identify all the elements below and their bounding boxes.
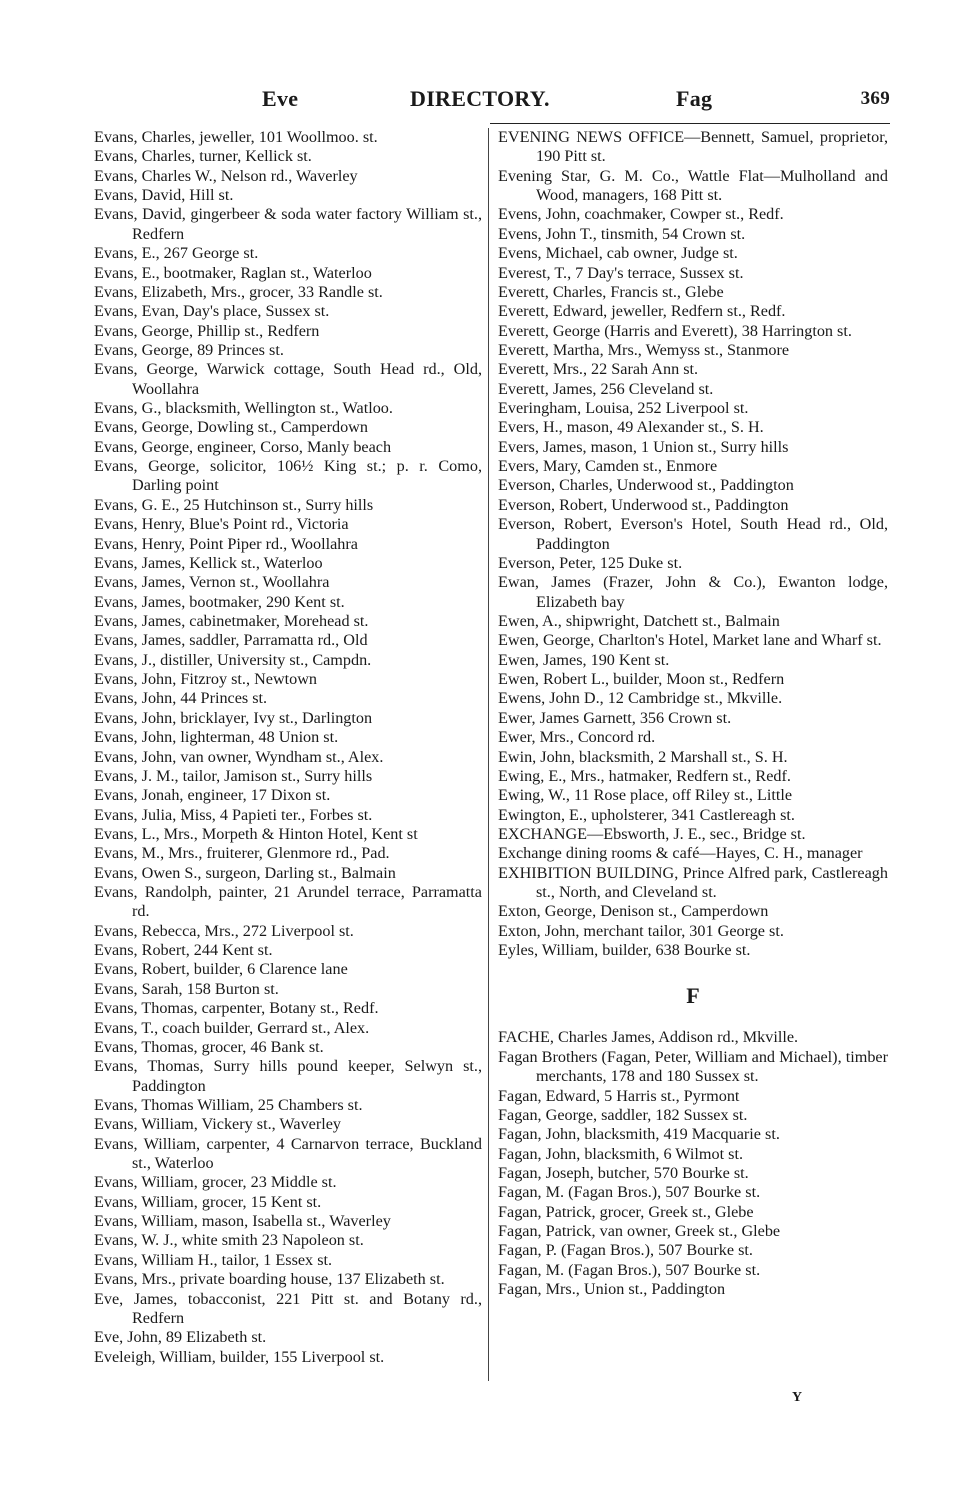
- directory-entry: Fagan, P. (Fagan Bros.), 507 Bourke st.: [498, 1241, 753, 1260]
- directory-entry: FACHE, Charles James, Addison rd., Mkville.: [498, 1028, 799, 1047]
- directory-entry: EVENING NEWS OFFICE—Bennett, Samuel, proprietor, 190 Pitt st.: [498, 128, 888, 166]
- right-column-f-entries: [498, 1028, 888, 1299]
- directory-entry: Evans, Jonah, engineer, 17 Dixon st.: [94, 786, 331, 805]
- directory-entry: Evans, T., coach builder, Gerrard st., Alex.: [94, 1018, 370, 1037]
- directory-entry: Evans, Owen S., surgeon, Darling st., Balmain: [94, 863, 396, 882]
- directory-entry: Eyles, William, builder, 638 Bourke st.: [498, 941, 751, 960]
- directory-entry: Everson, Peter, 125 Duke st.: [498, 553, 683, 572]
- directory-entry: Ewen, Robert L., builder, Moon st., Redfern: [498, 670, 785, 689]
- directory-entry: Evans, E., 267 George st.: [94, 244, 259, 263]
- directory-entry: Evans, Thomas, carpenter, Botany st., Redf.: [94, 999, 379, 1018]
- directory-entry: Evans, George, engineer, Corso, Manly beach: [94, 437, 392, 456]
- directory-entry: Evans, Thomas, Surry hills pound keeper, Selwyn st., Paddington: [94, 1057, 482, 1095]
- directory-entry: Eve, James, tobacconist, 221 Pitt st. and Botany rd., Redfern: [94, 1289, 482, 1327]
- directory-entry: Evans, Thomas, grocer, 46 Bank st.: [94, 1037, 324, 1056]
- directory-entry: Ewer, Mrs., Concord rd.: [498, 728, 656, 747]
- directory-entry: Evans, G., blacksmith, Wellington st., Watloo.: [94, 399, 393, 418]
- directory-entry: Evans, James, saddler, Parramatta rd., Old: [94, 631, 368, 650]
- running-header: [92, 86, 890, 120]
- directory-entry: Evans, James, Vernon st., Woollahra: [94, 573, 330, 592]
- directory-entry: Evans, J., distiller, University st., Campdn.: [94, 650, 372, 669]
- directory-entry: Evans, L., Mrs., Morpeth & Hinton Hotel, Kent st: [94, 824, 418, 843]
- directory-entry: Everest, T., 7 Day's terrace, Sussex st.: [498, 263, 744, 282]
- directory-entry: Evans, James, Kellick st., Waterloo: [94, 553, 323, 572]
- directory-entry: Fagan, M. (Fagan Bros.), 507 Bourke st.: [498, 1260, 761, 1279]
- directory-entry: Evans, Elizabeth, Mrs., grocer, 33 Randle st.: [94, 282, 383, 301]
- directory-entry: Everson, Charles, Underwood st., Paddington: [498, 476, 794, 495]
- directory-entry: Evans, David, gingerbeer & soda water factory William st., Redfern: [94, 205, 482, 243]
- directory-entry: Eveleigh, William, builder, 155 Liverpool st.: [94, 1347, 385, 1366]
- directory-entry: Evans, James, cabinetmaker, Morehead st.: [94, 611, 369, 630]
- directory-entry: Fagan, Joseph, butcher, 570 Bourke st.: [498, 1163, 749, 1182]
- directory-entry: Fagan, John, blacksmith, 6 Wilmot st.: [498, 1144, 744, 1163]
- directory-entry: Evans, George, Phillip st., Redfern: [94, 321, 320, 340]
- page-number: 369: [860, 88, 890, 109]
- directory-entry: Ewens, John D., 12 Cambridge st., Mkville.: [498, 689, 783, 708]
- directory-entry: EXCHANGE—Ebsworth, J. E., sec., Bridge st.: [498, 824, 806, 843]
- directory-entry: Ewen, George, Charlton's Hotel, Market lane and Wharf st.: [498, 631, 882, 650]
- directory-entry: Fagan, Patrick, grocer, Greek st., Glebe: [498, 1202, 754, 1221]
- directory-entry: Evans, George, 89 Princes st.: [94, 340, 284, 359]
- directory-entry: Ewen, James, 190 Kent st.: [498, 650, 670, 669]
- directory-entry: Everett, George (Harris and Everett), 38 Harrington st.: [498, 321, 852, 340]
- header-last-entry: Fag: [676, 86, 713, 111]
- right-column-e-entries: [498, 128, 888, 960]
- directory-entry: Everson, Robert, Everson's Hotel, South Head rd., Old, Paddington: [498, 515, 888, 553]
- section-letter: F: [686, 983, 700, 1009]
- directory-entry: Ewer, James Garnett, 356 Crown st.: [498, 708, 732, 727]
- directory-entry: Evans, Sarah, 158 Burton st.: [94, 979, 279, 998]
- directory-entry: Ewing, W., 11 Rose place, off Riley st., Little: [498, 786, 793, 805]
- directory-entry: Evens, John T., tinsmith, 54 Crown st.: [498, 224, 746, 243]
- directory-entry: Ewen, A., shipwright, Datchett st., Balmain: [498, 611, 780, 630]
- directory-entry: Evans, Henry, Point Piper rd., Woollahra: [94, 534, 358, 553]
- directory-entry: Fagan, M. (Fagan Bros.), 507 Bourke st.: [498, 1183, 761, 1202]
- directory-entry: Evans, Robert, builder, 6 Clarence lane: [94, 960, 348, 979]
- directory-entry: Everett, Edward, jeweller, Redfern st., Redf.: [498, 302, 786, 321]
- directory-entry: Evans, M., Mrs., fruiterer, Glenmore rd., Pad.: [94, 844, 390, 863]
- directory-entry: Everett, Mrs., 22 Sarah Ann st.: [498, 360, 699, 379]
- directory-entry: Evans, Henry, Blue's Point rd., Victoria: [94, 515, 349, 534]
- directory-entry: Evans, J. M., tailor, Jamison st., Surry hills: [94, 766, 373, 785]
- directory-entry: Evans, E., bootmaker, Raglan st., Waterloo: [94, 263, 372, 282]
- directory-entry: Evans, David, Hill st.: [94, 186, 234, 205]
- directory-entry: Ewing, E., Mrs., hatmaker, Redfern st., Redf.: [498, 766, 791, 785]
- directory-entry: Evans, George, Dowling st., Camperdown: [94, 418, 368, 437]
- directory-entry: Fagan, George, saddler, 182 Sussex st.: [498, 1105, 748, 1124]
- directory-entry: Evans, Evan, Day's place, Sussex st.: [94, 302, 330, 321]
- directory-entry: Evans, John, Fitzroy st., Newtown: [94, 670, 318, 689]
- directory-entry: Evans, Charles W., Nelson rd., Waverley: [94, 166, 358, 185]
- directory-entry: Evans, John, lighterman, 48 Union st.: [94, 728, 339, 747]
- right-column: [498, 128, 888, 1299]
- directory-entry: Evers, H., mason, 49 Alexander st., S. H.: [498, 418, 764, 437]
- directory-entry: Evans, William, mason, Isabella st., Waverley: [94, 1212, 391, 1231]
- directory-entry: Evens, Michael, cab owner, Judge st.: [498, 244, 738, 263]
- directory-entry: Everett, Charles, Francis st., Glebe: [498, 282, 724, 301]
- directory-entry: Evans, George, Warwick cottage, South Head rd., Old, Woollahra: [94, 360, 482, 398]
- directory-entry: Evans, John, van owner, Wyndham st., Alex.: [94, 747, 384, 766]
- directory-entry: Evans, Robert, 244 Kent st.: [94, 941, 273, 960]
- directory-entry: Evans, George, solicitor, 106½ King st.; p. r. Como, Darling point: [94, 457, 482, 495]
- directory-entry: Evans, William, carpenter, 4 Carnarvon terrace, Buckland st., Waterloo: [94, 1134, 482, 1173]
- signature-mark: Y: [792, 1390, 803, 1405]
- directory-entry: Evans, Charles, turner, Kellick st.: [94, 147, 312, 166]
- directory-entry: Everingham, Louisa, 252 Liverpool st.: [498, 399, 749, 418]
- directory-entry: Evers, Mary, Camden st., Enmore: [498, 457, 718, 476]
- directory-entry: Evans, William, grocer, 23 Middle st.: [94, 1173, 337, 1192]
- directory-entry: Everson, Robert, Underwood st., Paddington: [498, 495, 789, 514]
- directory-entry: Exton, George, Denison st., Camperdown: [498, 902, 769, 921]
- header-first-entry: Eve: [262, 86, 299, 111]
- directory-entry: Evans, Mrs., private boarding house, 137 Elizabeth st.: [94, 1270, 445, 1289]
- directory-entry: Evans, John, bricklayer, Ivy st., Darlington: [94, 708, 373, 727]
- left-column: [94, 128, 482, 1367]
- directory-entry: Fagan, John, blacksmith, 419 Macquarie st.: [498, 1125, 780, 1144]
- directory-entry: EXHIBITION BUILDING, Prince Alfred park, Castlereagh st., North, and Cleveland st.: [498, 863, 888, 902]
- directory-entry: Evers, James, mason, 1 Union st., Surry hills: [498, 437, 789, 456]
- directory-entry: Fagan Brothers (Fagan, Peter, William and Michael), timber merchants, 178 and 180 Sussex st.: [498, 1047, 888, 1086]
- directory-entry: Ewan, James (Frazer, John & Co.), Ewanton lodge, Elizabeth bay: [498, 573, 888, 611]
- directory-entry: Evans, James, bootmaker, 290 Kent st.: [94, 592, 345, 611]
- directory-entry: Evans, William, grocer, 15 Kent st.: [94, 1192, 322, 1211]
- directory-entry: Evans, Rebecca, Mrs., 272 Liverpool st.: [94, 921, 354, 940]
- directory-entry: Evens, John, coachmaker, Cowper st., Redf.: [498, 205, 784, 224]
- directory-entry: Ewin, John, blacksmith, 2 Marshall st., S. H.: [498, 747, 788, 766]
- directory-entry: Everett, Martha, Mrs., Wemyss st., Stanmore: [498, 340, 790, 359]
- directory-entry: Fagan, Patrick, van owner, Greek st., Glebe: [498, 1222, 781, 1241]
- directory-entry: Exton, John, merchant tailor, 301 George st.: [498, 921, 784, 940]
- directory-entry: Fagan, Mrs., Union st., Paddington: [498, 1280, 726, 1299]
- directory-entry: Evans, Thomas William, 25 Chambers st.: [94, 1095, 363, 1114]
- directory-entry: Fagan, Edward, 5 Harris st., Pyrmont: [498, 1086, 740, 1105]
- directory-entry: Evans, W. J., white smith 23 Napoleon st.: [94, 1231, 364, 1250]
- directory-entry: Evans, G. E., 25 Hutchinson st., Surry hills: [94, 495, 374, 514]
- column-divider: [488, 128, 489, 1381]
- directory-entry: Evans, Julia, Miss, 4 Papieti ter., Forbes st.: [94, 805, 373, 824]
- header-rule: [490, 123, 890, 124]
- directory-entry: Evans, William, Vickery st., Waverley: [94, 1115, 342, 1134]
- directory-entry: Evans, John, 44 Princes st.: [94, 689, 268, 708]
- directory-entry: Exchange dining rooms & café—Hayes, C. H., manager: [498, 844, 863, 863]
- directory-entry: Evans, Charles, jeweller, 101 Woollmoo. st.: [94, 128, 378, 146]
- header-title: DIRECTORY.: [410, 86, 550, 111]
- directory-entry: Everett, James, 256 Cleveland st.: [498, 379, 714, 398]
- directory-entry: Evans, Randolph, painter, 21 Arundel terrace, Parramatta rd.: [94, 883, 482, 921]
- directory-entry: Evening Star, G. M. Co., Wattle Flat—Mulholland and Wood, managers, 168 Pitt st.: [498, 166, 888, 205]
- directory-entry: Evans, William H., tailor, 1 Essex st.: [94, 1250, 333, 1269]
- directory-entry: Ewington, E., upholsterer, 341 Castlereagh st.: [498, 805, 795, 824]
- directory-entry: Eve, John, 89 Elizabeth st.: [94, 1328, 267, 1347]
